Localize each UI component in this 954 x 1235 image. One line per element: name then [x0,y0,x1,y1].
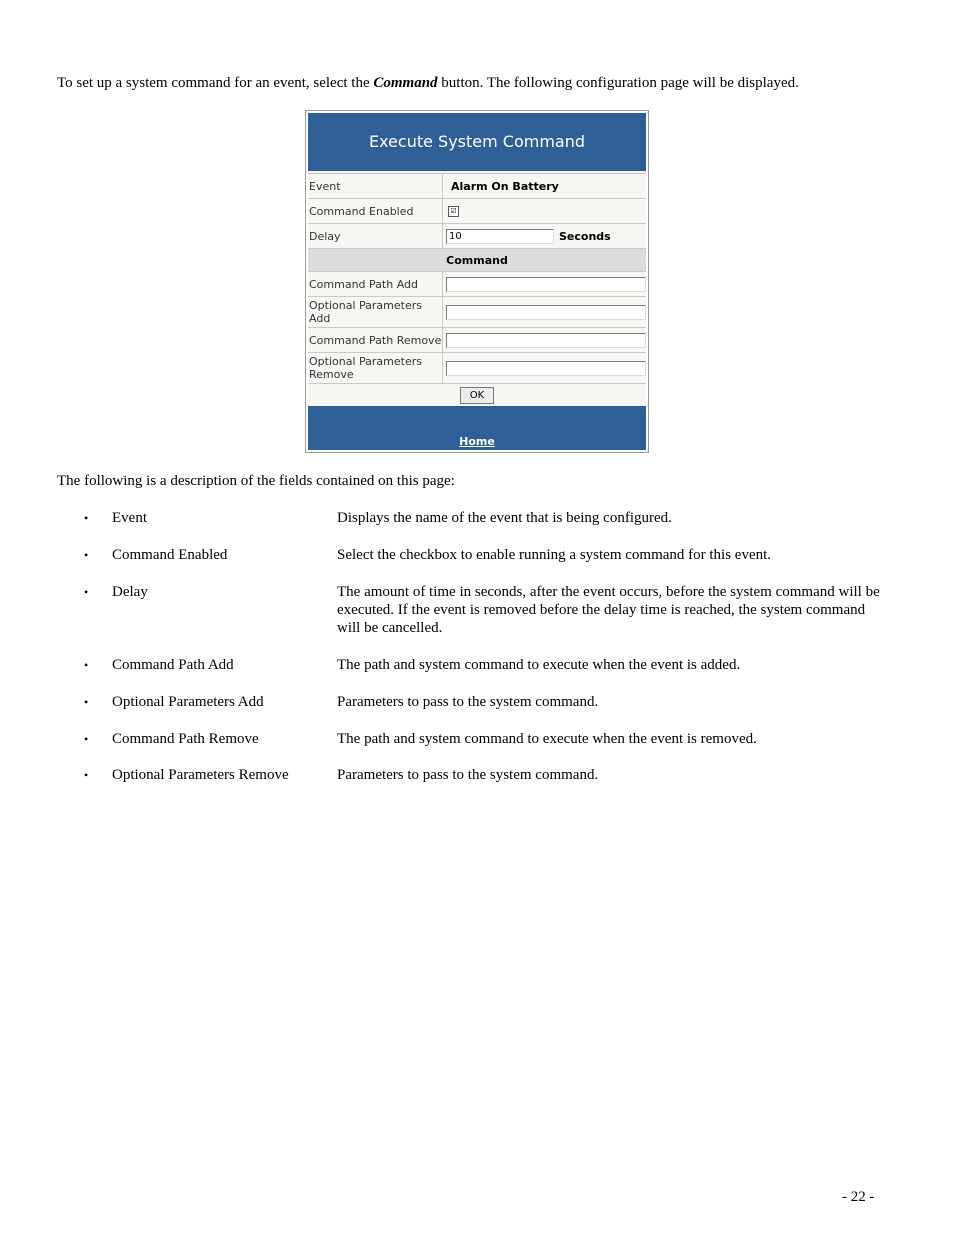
config-page-footer [308,406,646,450]
home-link[interactable]: Home [459,435,495,448]
config-page-title: Execute System Command [308,113,646,171]
field-term: Optional Parameters Remove [112,767,289,783]
optional-params-add-row [308,296,646,327]
field-definition: The amount of time in seconds, after the event occurs, before the system command will be executed. If the event is removed before the delay time is reached, the system command will be cancelled. [337,584,880,636]
field-definition: The path and system command to execute when the event is added. [337,657,741,673]
field-term: Command Path Add [112,657,234,673]
command-path-add-input[interactable] [446,277,646,292]
delay-label: Delay [309,224,443,248]
bullet: • [84,768,89,782]
command-enabled-checkbox[interactable] [448,206,459,217]
field-definition: Select the checkbox to enable running a system command for this event. [337,547,772,563]
description-intro: The following is a description of the fields contained on this page: [57,473,455,489]
field-term: Delay [112,584,148,600]
intro-paragraph [57,74,917,92]
field-definition: The path and system command to execute when the event is removed. [337,731,757,747]
ok-row [308,383,646,406]
intro-text-before: To set up a system command for an event, select the [57,75,374,91]
command-path-remove-input[interactable] [446,333,646,348]
optional-params-remove-label: Optional Parameters Remove [309,353,443,383]
optional-params-add-input[interactable] [446,305,646,320]
field-term: Optional Parameters Add [112,694,264,710]
event-label: Event [309,174,443,198]
bullet: • [84,658,89,672]
bullet: • [84,732,89,746]
delay-unit: Seconds [559,229,611,243]
field-definition: Parameters to pass to the system command. [337,694,599,710]
command-section-label: Command [446,253,508,267]
ok-button[interactable]: OK [460,387,494,404]
optional-params-remove-row [308,352,646,383]
optional-params-add-label: Optional Parameters Add [309,297,443,327]
intro-text-after: button. The following configuration page will be displayed. [437,75,799,91]
config-page-screenshot [305,110,649,453]
command-path-remove-label: Command Path Remove [309,328,443,352]
delay-row [308,223,646,248]
bullet: • [84,511,89,525]
field-term: Event [112,510,147,526]
field-definition: Parameters to pass to the system command. [337,767,599,783]
bullet: • [84,548,89,562]
command-path-add-row [308,271,646,296]
command-path-add-label: Command Path Add [309,272,443,296]
page-number: - 22 - [842,1189,875,1205]
intro-emphasis-command: Command [373,75,438,91]
field-term: Command Path Remove [112,731,259,747]
field-definition: Displays the name of the event that is being configured. [337,510,672,526]
command-section-header [308,248,646,271]
config-page-body [308,113,646,450]
check-mark-icon: ☑ [450,206,457,215]
command-path-remove-row [308,327,646,352]
bullet: • [84,585,89,599]
command-enabled-label: Command Enabled [309,199,443,223]
event-value: Alarm On Battery [451,179,559,193]
field-term: Command Enabled [112,547,228,563]
delay-input[interactable]: 10 [446,229,554,244]
command-enabled-row [308,198,646,223]
event-row [308,173,646,198]
optional-params-remove-input[interactable] [446,361,646,376]
bullet: • [84,695,89,709]
